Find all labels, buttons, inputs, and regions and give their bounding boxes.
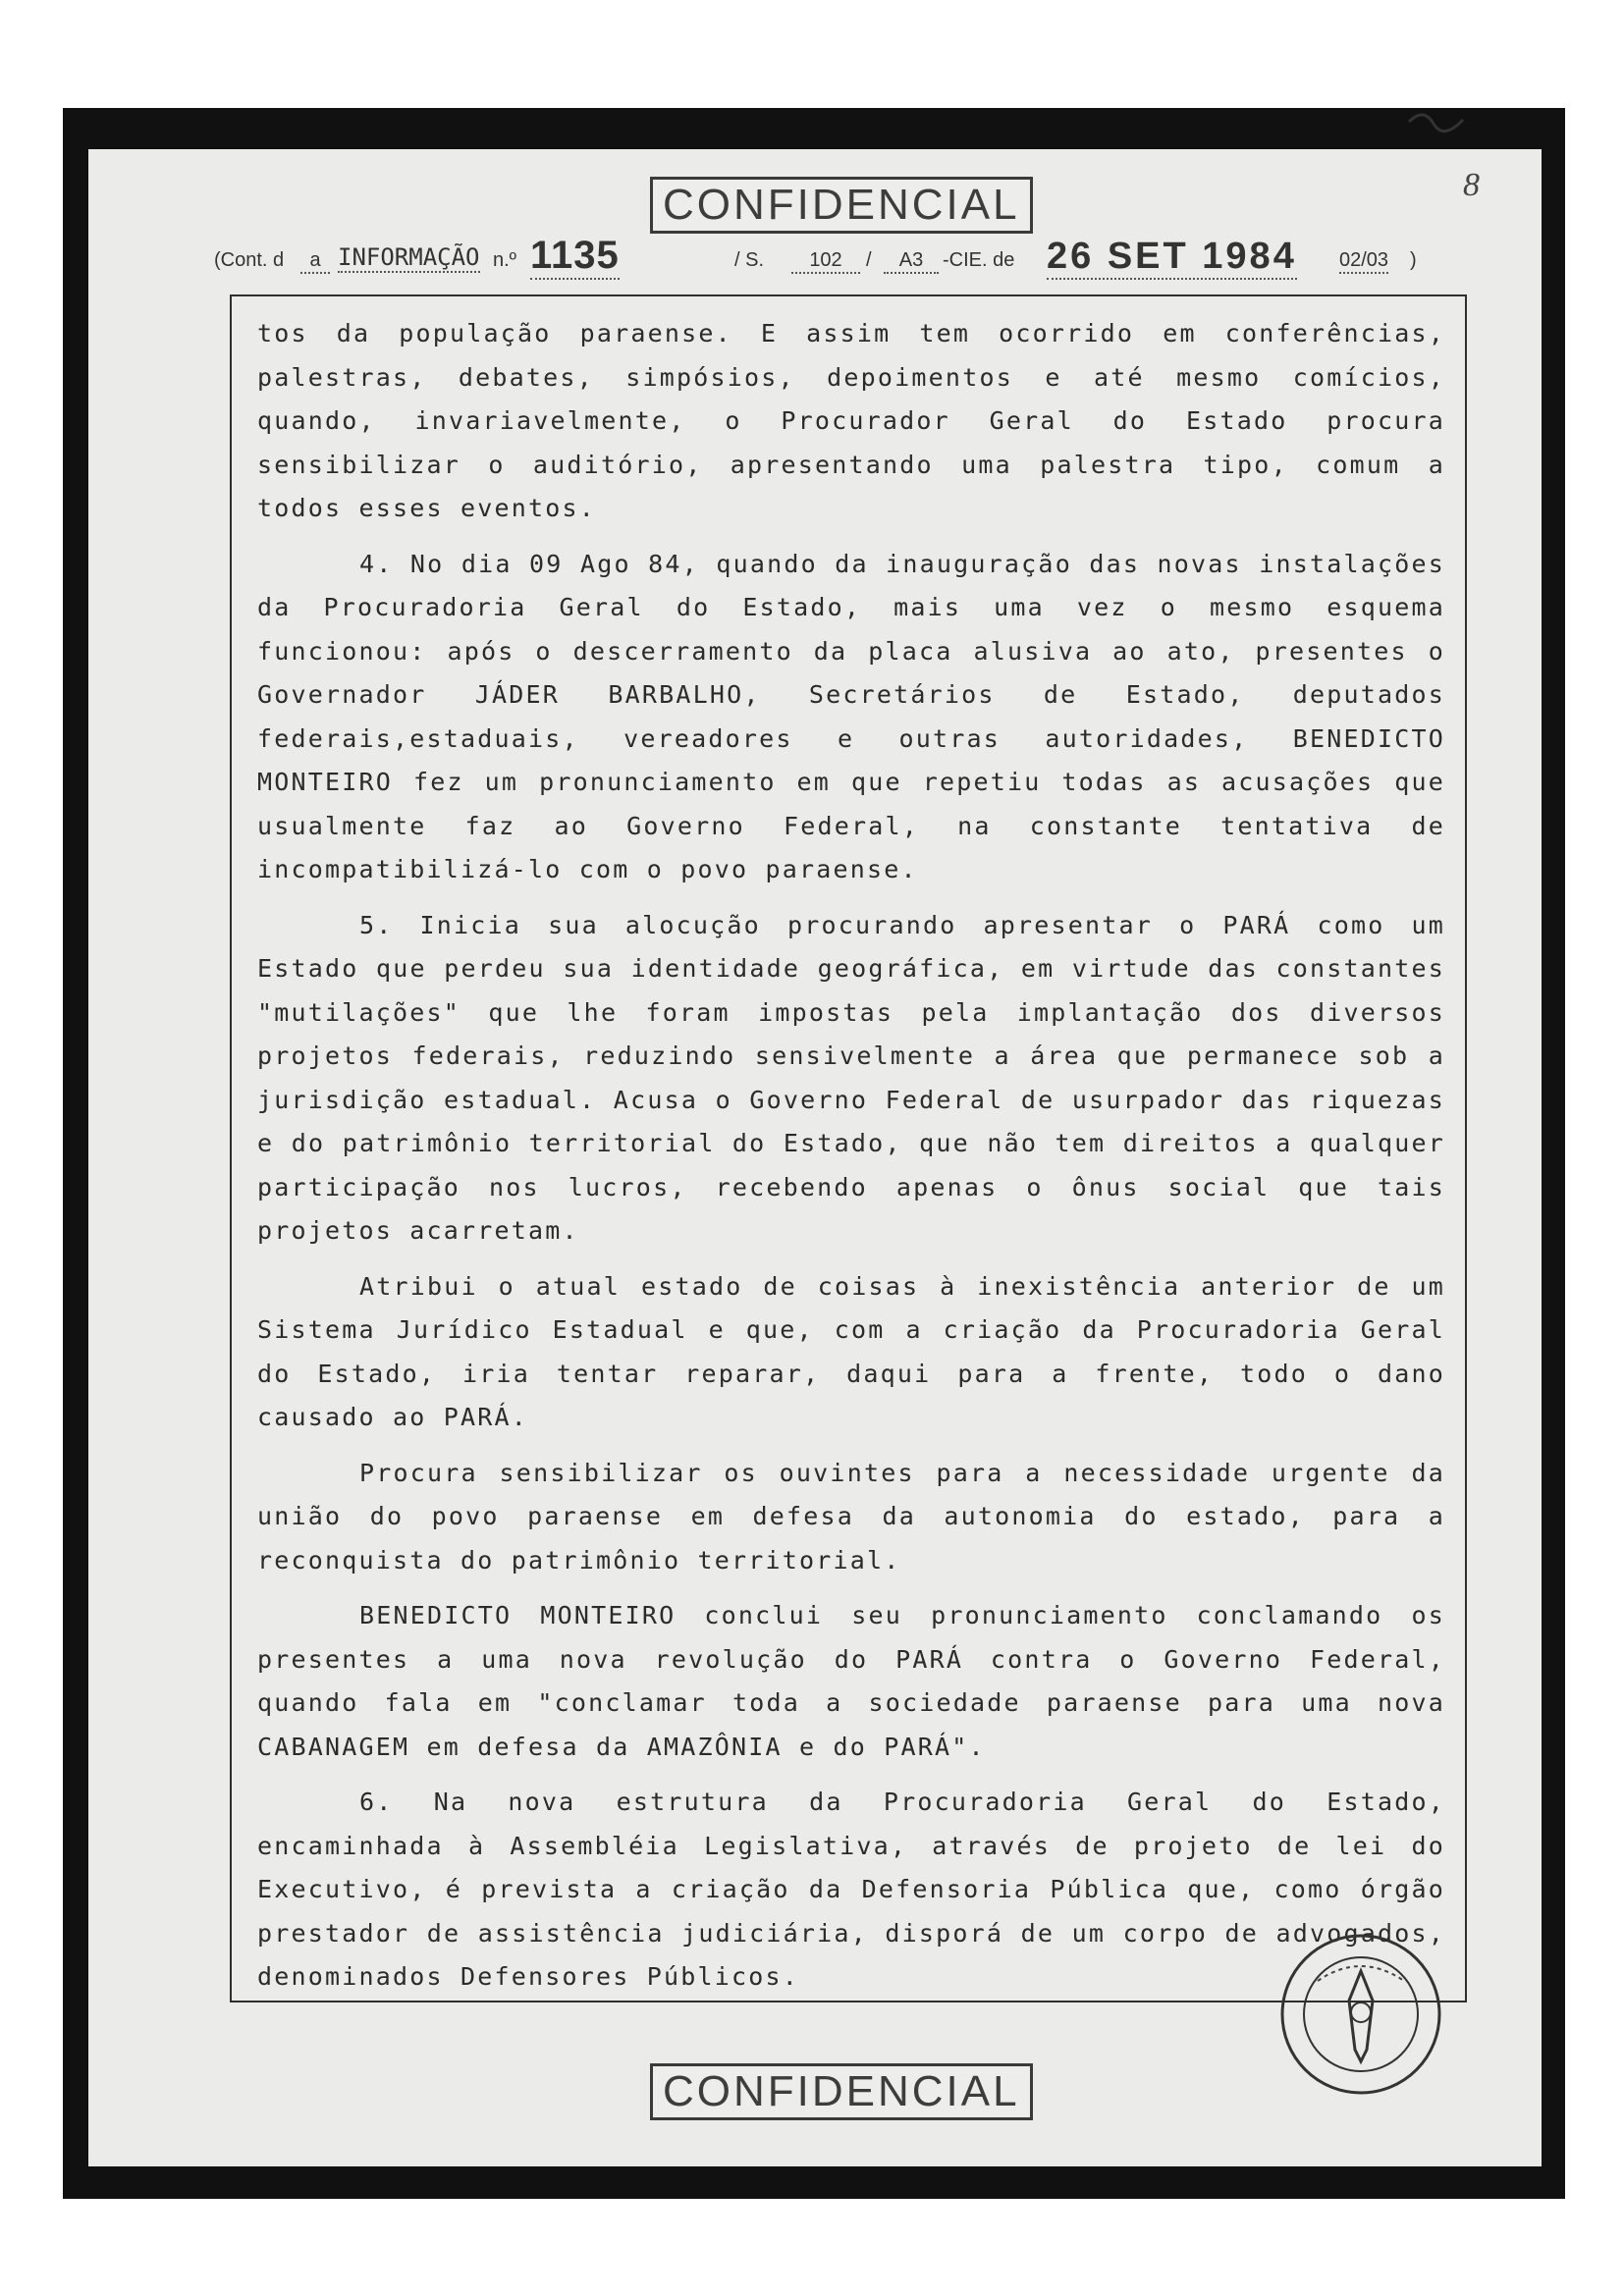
header-date: 26 SET 1984 bbox=[1047, 236, 1297, 280]
confidential-stamp-top: CONFIDENCIAL bbox=[650, 177, 1033, 234]
header-n: n.º bbox=[493, 249, 516, 271]
paragraph-atribui: Atribui o atual estado de coisas à inexistência anterior de um Sistema Jurídico Estadual e que, com a criação da Procuradoria Geral do Estado, iria tentar reparar, daqui para a frente, todo o dano causado ao PARÁ. bbox=[257, 1271, 1445, 1431]
header-informacao: INFORMAÇÃO bbox=[338, 243, 480, 271]
header-a: a bbox=[300, 249, 330, 274]
header-slash: / bbox=[866, 249, 872, 271]
header-cie: -CIE. de bbox=[943, 249, 1015, 271]
paragraph-conclui: BENEDICTO MONTEIRO conclui seu pronunciamento conclamando os presentes a uma nova revolução do PARÁ contra o Governo Federal, quando fala em "conclamar toda a sociedade paraense para uma nova CABANAGEM em defesa da AMAZÔNIA e do PARÁ". bbox=[257, 1601, 1445, 1761]
header-s-prefix: / S. bbox=[734, 249, 765, 271]
document-header bbox=[214, 234, 1481, 281]
page-number: 8 bbox=[1463, 167, 1480, 203]
paragraph-item-5: 5. Inicia sua alocução procurando apresentar o PARÁ como um Estado que perdeu sua identidade geográfica, em virtude das constantes "mutilações" que lhe foram impostas pela implantação dos diversos projetos federais, reduzindo sensivelmente a área que permanece sob a jurisdição estadual. Acusa o Governo Federal de usurpador das riquezas e do patrimônio territorial do Estado, que não tem direitos a qualquer participação nos lucros, recebendo apenas o ônus social que tais projetos acarretam. bbox=[257, 910, 1445, 1245]
paragraph-item-4: 4. No dia 09 Ago 84, quando da inauguração das novas instalações da Procuradoria Geral do Estado, mais uma vez o mesmo esquema funcionou: após o descerramento da placa alusiva ao ato, presentes o Governador JÁDER BARBALHO, Secretários de Estado, deputados federais,estaduais, vereadores e outras autoridades, BENEDICTO MONTEIRO fez um pronunciamento em que repetiu todas as acusações que usualmente faz ao Governo Federal, na constante tentativa de incompatibilizá-lo com o povo paraense. bbox=[257, 549, 1445, 883]
paragraph-item-6: 6. Na nova estrutura da Procuradoria Geral do Estado, encaminhada à Assembléia Legislativa, através de projeto de lei do Executivo, é prevista a criação da Defensoria Pública que, como órgão prestador de assistência judiciária, disporá de um corpo de advogados, denominados Defensores Públicos. bbox=[257, 1788, 1445, 1991]
handwritten-mark bbox=[1404, 102, 1473, 141]
paragraph-continuation: tos da população paraense. E assim tem ocorrido em conferências, palestras, debates, simpósios, depoimentos e até mesmo comícios, quando, invariavelmente, o Procurador Geral do Estado procura sensibilizar o auditório, apresentando uma palestra tipo, comum a todos esses eventos. bbox=[257, 319, 1445, 522]
header-pages: 02/03 bbox=[1339, 249, 1388, 274]
body-text bbox=[257, 312, 1445, 2011]
header-a3: A3 bbox=[884, 249, 939, 274]
header-s-value: 102 bbox=[791, 249, 860, 274]
paragraph-procura: Procura sensibilizar os ouvintes para a necessidade urgente da união do povo paraense em defesa da autonomia do estado, para a reconquista do patrimônio territorial. bbox=[257, 1458, 1445, 1575]
confidential-stamp-bottom: CONFIDENCIAL bbox=[650, 2063, 1033, 2120]
header-info-number: 1135 bbox=[530, 234, 620, 280]
official-seal-icon bbox=[1278, 1932, 1443, 2097]
header-close: ) bbox=[1410, 249, 1417, 271]
header-cont: (Cont. d bbox=[214, 249, 285, 271]
